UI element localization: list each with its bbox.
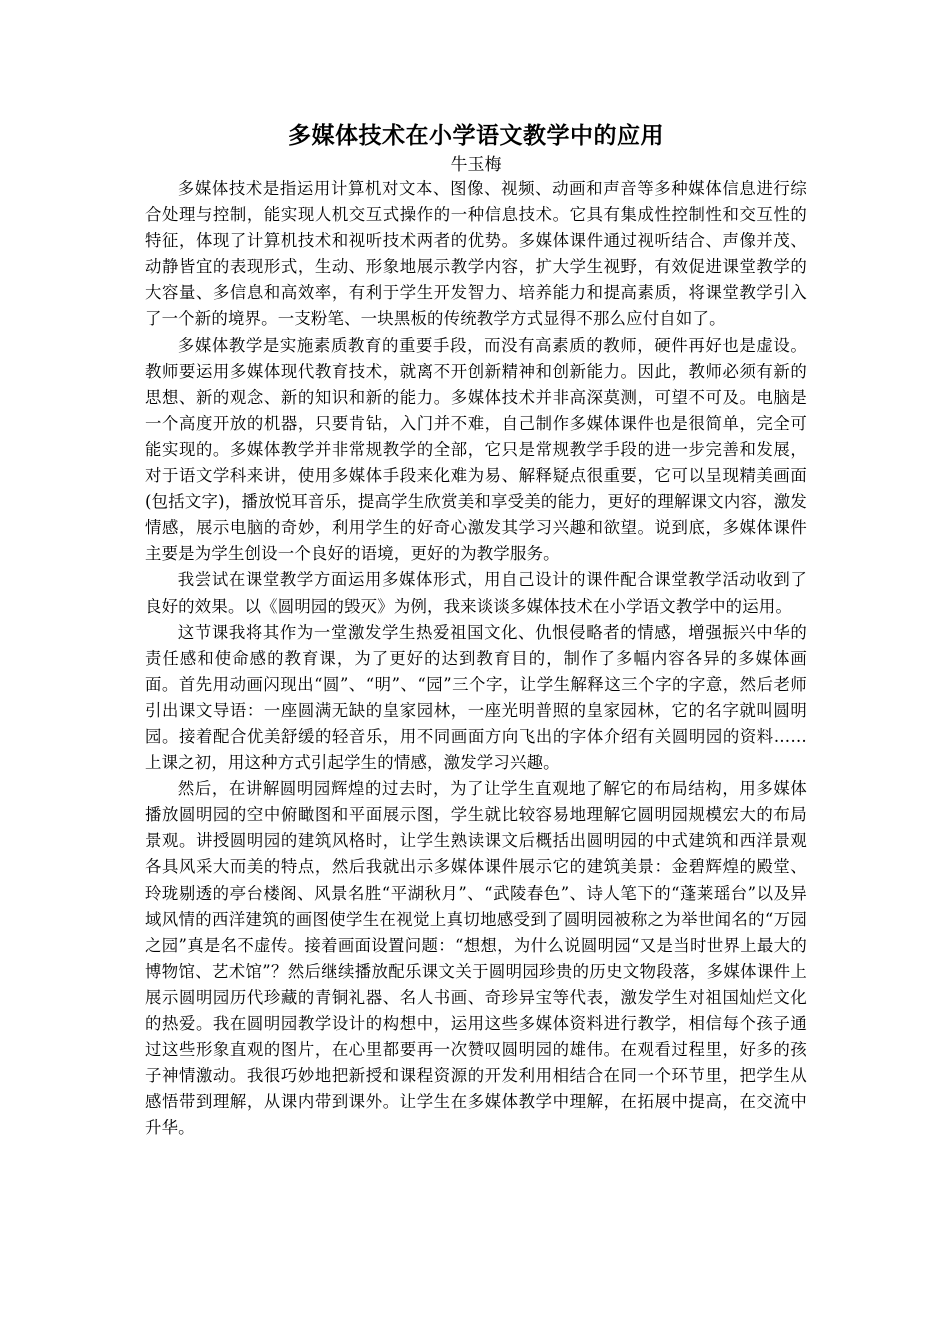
paragraph-2: 多媒体教学是实施素质教育的重要手段，而没有高素质的教师，硬件再好也是虚设。教师要运用多媒体现代教育技术，就离不开创新精神和创新能力。因此，教师必须有新的思想、新的观念、新的知识和新的能力。多媒体技术并非高深莫测，可望不可及。电脑是一个高度开放的机器，只要肯钻，入门并不难，自己制作多媒体课件也是很简单，完全可能实现的。多媒体教学并非常规教学的全部，它只是常规教学手段的进一步完善和发展，对于语文学科来讲，使用多媒体手段来化难为易、解释疑点很重要，它可以呈现精美画面(包括文字)，播放悦耳音乐，提高学生欣赏美和享受美的能力，更好的理解课文内容，激发情感，展示电脑的奇妙，利用学生的好奇心激发其学习兴趣和欲望。说到底，多媒体课件主要是为学生创设一个良好的语境，更好的为教学服务。 [145,335,807,564]
paragraph-4: 这节课我将其作为一堂激发学生热爱祖国文化、仇恨侵略者的情感，增强振兴中华的责任感和使命感的教育课，为了更好的达到教育目的，制作了多幅内容各异的多媒体画面。首先用动画闪现出“圆”、“明”、“园”三个字，让学生解释这三个字的字意，然后老师引出课文导语：一座圆满无缺的皇家园林，一座光明普照的皇家园林，它的名字就叫圆明园。接着配合优美舒缓的轻音乐，用不同画面方向飞出的字体介绍有关圆明园的资料……上课之初，用这种方式引起学生的情感，激发学习兴趣。 [145,622,807,773]
document-author: 牛玉梅 [450,155,502,175]
document-page [145,118,807,1141]
document-title: 多媒体技术在小学语文教学中的应用 [288,122,664,149]
paragraph-1: 多媒体技术是指运用计算机对文本、图像、视频、动画和声音等多种媒体信息进行综合处理与控制，能实现人机交互式操作的一种信息技术。它具有集成性控制性和交互性的特征，体现了计算机技术和视听技术两者的优势。多媒体课件通过视听结合、声像并茂、动静皆宜的表现形式，生动、形象地展示教学内容，扩大学生视野，有效促进课堂教学的大容量、多信息和高效率，有利于学生开发智力、培养能力和提高素质，将课堂教学引入了一个新的境界。一支粉笔、一块黑板的传统教学方式显得不那么应付自如了。 [145,179,807,329]
paragraph-3: 我尝试在课堂教学方面运用多媒体形式，用自己设计的课件配合课堂教学活动收到了良好的效果。以《圆明园的毁灭》为例，我来谈谈多媒体技术在小学语文教学中的运用。 [145,570,807,616]
paragraph-5: 然后，在讲解圆明园辉煌的过去时，为了让学生直观地了解它的布局结构，用多媒体播放圆明园的空中俯瞰图和平面展示图，学生就比较容易地理解它圆明园规模宏大的布局景观。讲授圆明园的建筑风格时，让学生熟读课文后概括出圆明园的中式建筑和西洋景观各具风采大而美的特点，然后我就出示多媒体课件展示它的建筑美景：金碧辉煌的殿堂、玲珑剔透的亭台楼阁、风景名胜“平湖秋月”、“武陵春色”、诗人笔下的“蓬莱瑶台”以及异域风情的西洋建筑的画图使学生在视觉上真切地感受到了圆明园被称之为举世闻名的“万园之园”真是名不虚传。接着画面设置问题：“想想，为什么说圆明园“又是当时世界上最大的博物馆、艺术馆”？然后继续播放配乐课文关于圆明园珍贵的历史文物段落，多媒体课件上展示圆明园历代珍藏的青铜礼器、名人书画、奇珍异宝等代表，激发学生对祖国灿烂文化的热爱。我在圆明园教学设计的构想中，运用这些多媒体资料进行教学，相信每个孩子通过这些形象直观的图片，在心里都要再一次赞叹圆明园的雄伟。在观看过程里，好多的孩子神情激动。我很巧妙地把新授和课程资源的开发利用相结合在同一个环节里，把学生从感悟带到理解，从课内带到课外。让学生在多媒体教学中理解，在拓展中提高，在交流中升华。 [145,779,807,1138]
